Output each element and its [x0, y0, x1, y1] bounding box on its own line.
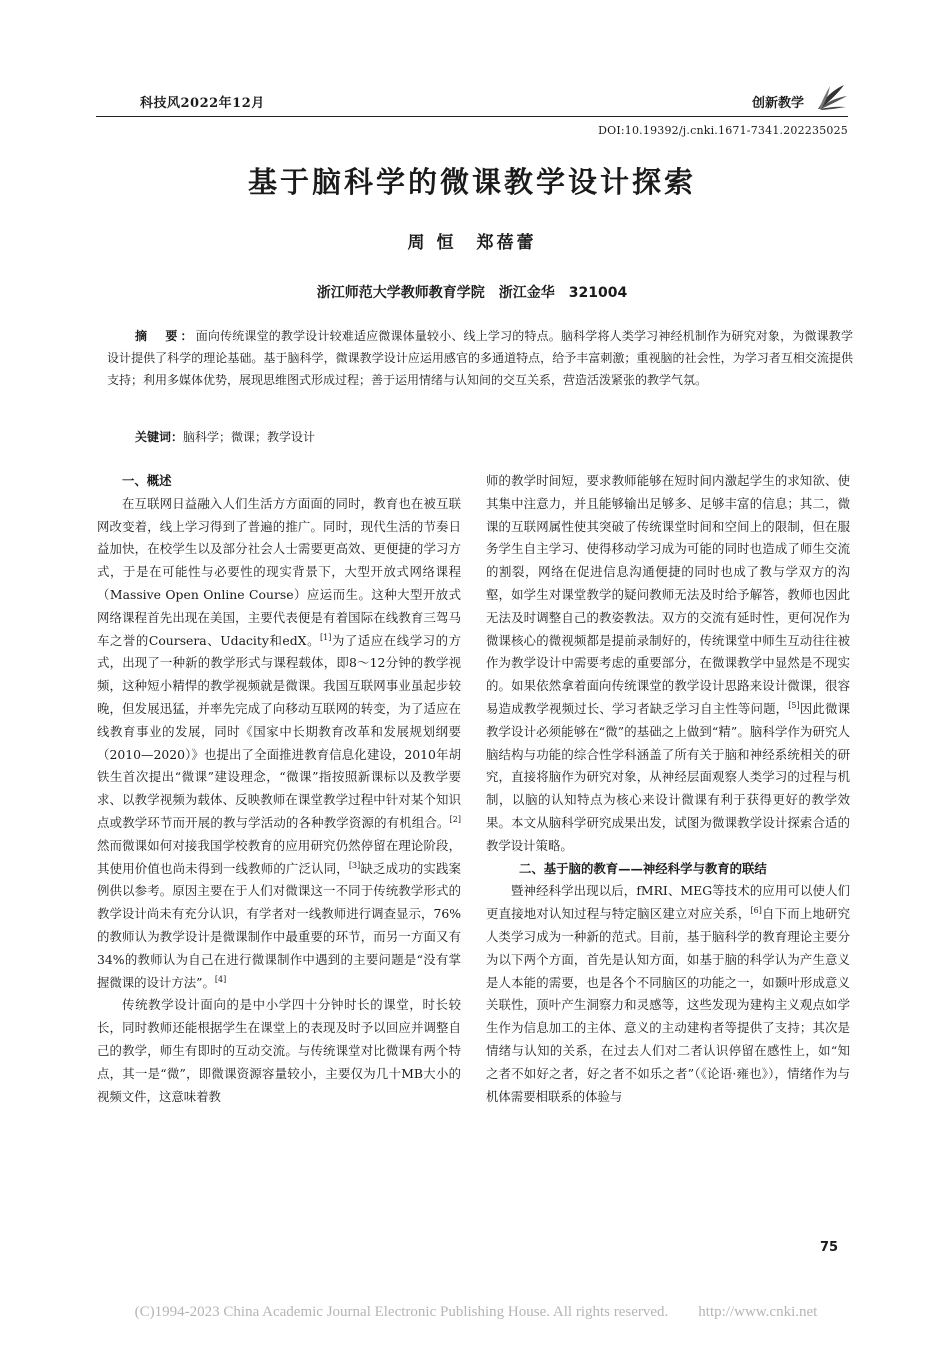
authors: 周 恒 郑蓓蕾 [407, 233, 537, 253]
abstract-text: 面向传统课堂的教学设计较难适应微课体量较小、线上学习的特点。脑科学将人类学习神经机制作为研究对象，为微课教学设计提供了科学的理论基础。基于脑科学，微课教学设计应运用感官的多通道特点，给予丰富刺激；重视脑的社会性，为学习者互相交流提供支持；利用多媒体优势，展现思维图式形成过程；善于运用情绪与认知间的交互关系，营造活泼紧张的教学气氛。 [107, 329, 853, 387]
section-heading: 二、基于脑的教育——神经科学与教育的联结 [519, 860, 767, 876]
paragraph: 传统教学设计面向的是中小学四十分钟时长的课堂，时长较长，同时教师还能根据学生在课堂上的表现及时予以回应并调整自己的教学，师生有即时的互动交流。与传统课堂对比微课有两个特点，其一是“微”，即微课资源容量较小，主要仅为几十MB大小的视频文件，这意味着教 [97, 997, 461, 1104]
citation: [4] [214, 974, 227, 984]
copyright-footer: (C)1994-2023 China Academic Journal Electronic Publishing House. All rights reserved. http://www.cnki.net [134, 1304, 818, 1320]
citation: [2] [449, 814, 461, 824]
paragraph: 暨神经科学出现以后，fMRI、MEG等技术的应用可以使人们更直接地对认知过程与特定脑区建立对应关系，[6]自下而上地研究人类学习成为一种新的范式。目前，基于脑科学的教育理论主要分为以下两个方面，首先是认知方面，如基于脑的科学认为产生意义是人本能的需要，也是各个不同脑区的功能之一，如颞叶形成意义关联性，顶叶产生洞察力和灵感等，这些发现为建构主义观点如学生作为信息加工的主体、意义的主动建构者等提供了支持；其次是情绪与认知的关系，在过去人们对二者认识停留在感性上，如“知之者不如好之者，好之者不如乐之者”（《论语·雍也》），情绪作为与机体需要相联系的体验与 [486, 883, 851, 1104]
journal-header: 科技风2022年12月 [140, 96, 265, 111]
keywords [135, 428, 315, 445]
header-rule [96, 116, 848, 117]
citation: [3] [348, 860, 361, 870]
keywords-label: 关键词： [135, 430, 184, 444]
keywords-text: 脑科学；微课；教学设计 [183, 430, 316, 444]
affiliation: 浙江师范大学教师教育学院 浙江金华 321004 [316, 285, 628, 301]
left-column [97, 470, 461, 1108]
leaf-fan-icon [814, 82, 848, 112]
article-title: 基于脑科学的微课教学设计探索 [247, 165, 696, 199]
doi: DOI:10.19392/j.cnki.1671-7341.202235025 [598, 124, 848, 137]
citation: [6] [750, 906, 762, 916]
section-heading: 一、概述 [122, 473, 172, 488]
abstract-label: 摘 要： [135, 329, 196, 343]
paragraph: 在互联网日益融入人们生活方方面面的同时，教育也在被互联网改变着，线上学习得到了普遍的推广。同时，现代生活的节奏日益加快，在校学生以及部分社会人士需要更高效、更便捷的学习方式，于是在可能性与必要性的现实背景下，大型开放式网络课程（Massive Open Online Course）应运而生。这种大型开放式网络课程首先出现在美国，主要代表便是有着国际在线教育三驾马车之誉的Coursera、Udacity和edX。[1]为了适应在线学习的方式，出现了一种新的教学形式与课程载体，即8～12分钟的教学视频，这种短小精悍的教学视频就是微课。我国互联网事业虽起步较晚，但发展迅猛，并率先完成了向移动互联网的转变，为了适应在线教育事业的发展，同时《国家中长期教育改革和发展规划纲要（2010—2020）》也提出了全面推进教育信息化建设，2010年胡铁生首次提出“微课”建设理念，“微课”指按照新课标以及教学要求、以教学视频为载体、反映教师在课堂教学过程中针对某个知识点或教学环节而开展的教与学活动的各种教学资源的有机组合。[2]然而微课如何对接我国学校教育的应用研究仍然停留在理论阶段，其使用价值也尚未得到一线教师的广泛认同，[3]缺乏成功的实践案例供以参考。原因主要在于人们对微课这一不同于传统教学形式的教学设计尚未有充分认识，有学者对一线教师进行调查显示，76%的教师认为教学设计是微课制作中最重要的环节，而另一方面又有34%的教师认为自己在进行微课制作中遇到的主要问题是“没有掌握微课的设计方法”。[4] [97, 495, 462, 990]
right-column [486, 470, 850, 1108]
citation: [5] [788, 700, 800, 710]
paragraph: 师的教学时间短，要求教师能够在短时间内激起学生的求知欲、使其集中注意力，并且能够输出足够多、足够丰富的信息；其二，微课的互联网属性使其突破了传统课堂时间和空间上的限制，但在服务学生自主学习、使得移动学习成为可能的同时也造成了师生交流的割裂，网络在促进信息沟通便捷的同时也成了教与学双方的沟壑，如学生对课堂教学的疑问教师无法及时给予解答，教师也因此无法及时调整自己的教姿教法。双方的交流有延时性，更何况作为微课核心的微视频都是提前录制好的，传统课堂中师生互动往往被作为教学设计中需要考虑的重要部分，在微课教学中显然是不现实的。如果依然拿着面向传统课堂的教学设计思路来设计微课，很容易造成教学视频过长、学习者缺乏学习自主性等问题，[5]因此微课教学设计必须能够在“微”的基础之上做到“精”。脑科学作为研究人脑结构与功能的综合性学科涵盖了所有关于脑和神经系统相关的研究，直接将脑作为研究对象，从神经层面观察人类学习的过程与机制，以脑的认知特点为核心来设计微课有利于获得更好的教学效果。本文从脑科学研究成果出发，试图为微课教学设计探索合适的教学设计策略。 [486, 473, 851, 853]
section-header: 创新教学 [752, 96, 805, 111]
page-number: 75 [820, 1240, 839, 1255]
abstract [107, 325, 853, 391]
citation: [1] [320, 632, 332, 642]
